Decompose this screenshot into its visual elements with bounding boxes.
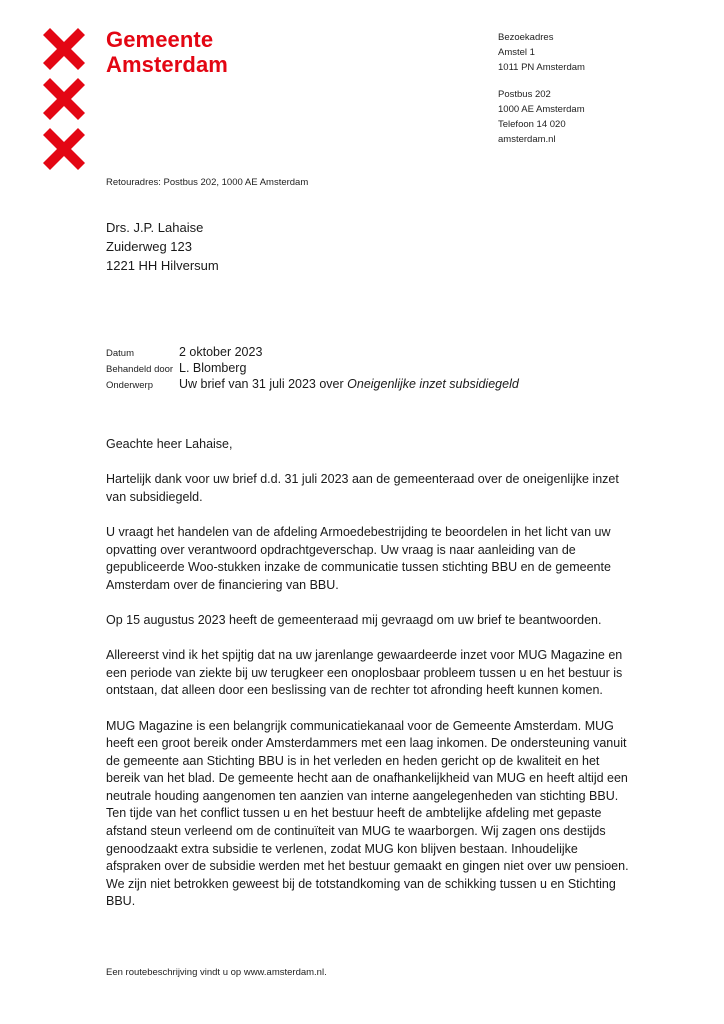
- meta-date-row: [106, 345, 519, 361]
- phone-number: Telefoon 14 020: [498, 119, 566, 130]
- date-value: 2 oktober 2023: [179, 345, 263, 359]
- paragraph: Allereerst vind ik het spijtig dat na uw jarenlange gewaardeerde inzet voor MUG Magazine en een periode van ziekte bij uw terugkeer een onoplosbaar probleem tussen u en het bestuur is ontstaan, dat alleen door een beslissing van de rechter tot afronding heeft kunnen komen.: [106, 648, 623, 698]
- postal-address: [498, 87, 585, 147]
- return-address: Retouradres: Postbus 202, 1000 AE Amsterdam: [106, 177, 309, 188]
- footer-route-note: Een routebeschrijving vindt u op www.amsterdam.nl.: [106, 967, 327, 978]
- handler-value: L. Blomberg: [179, 361, 247, 375]
- recipient-street: Zuiderweg 123: [106, 239, 192, 254]
- meta-subject-row: [106, 377, 519, 393]
- subject-italic: Oneigenlijke inzet subsidiegeld: [347, 377, 519, 391]
- andreas-cross-icon: [43, 28, 85, 70]
- paragraph: MUG Magazine is een belangrijk communicatiekanaal voor de Gemeente Amsterdam. MUG heeft een groot bereik onder Amsterdammers met een laag inkomen. De ondersteuning vanuit de gemeente aan Stichting BBU is in het verleden en heden gericht op de kwaliteit en het bereik van het blad. De gemeente hecht aan de onafhankelijkheid van MUG en heeft altijd een neutrale houding aangenomen ten aanzien van interne aangelegenheden van stichting BBU. Ten tijde van het conflict tussen u en het bestuur heeft de ambtelijke afdeling met gepaste afstand steun verleend om de continuïteit van MUG te waarborgen. Wij zagen ons destijds genoodzaakt extra subsidie te verlenen, zodat MUG kon blijven bestaan. Inhoudelijke afspraken over de subsidie werden met het bestuur gemaakt en gingen niet over uw pensioen. We zijn niet betrokken geweest bij de totstandkoming van de schikking tussen u en Stichting BBU.: [106, 718, 629, 909]
- subject-label: Onderwerp: [106, 380, 153, 391]
- paragraph: Hartelijk dank voor uw brief d.d. 31 juli 2023 aan de gemeenteraad over de oneigenlijke inzet van subsidiegeld.: [106, 472, 619, 504]
- letter-meta: [106, 345, 519, 393]
- recipient-city: 1221 HH Hilversum: [106, 258, 219, 273]
- visit-address: [498, 30, 585, 75]
- salutation: Geachte heer Lahaise,: [106, 437, 233, 451]
- recipient-name: Drs. J.P. Lahaise: [106, 220, 204, 235]
- visit-address-street: Amstel 1: [498, 47, 535, 58]
- paragraph: U vraagt het handelen van de afdeling Armoedebestrijding te beoordelen in het licht van uw opvatting over verantwoord opdrachtgeverschap. Uw vraag is naar aanleiding van de gepubliceerde Woo-stukken inzake de communicatie tussen stichting BBU en de gemeente Amsterdam over de financiering van BBU.: [106, 524, 611, 592]
- andreas-cross-icon: [43, 128, 85, 170]
- visit-address-city: 1011 PN Amsterdam: [498, 62, 585, 73]
- meta-handler-row: [106, 361, 519, 377]
- recipient-block: [106, 218, 219, 275]
- handler-label: Behandeld door: [106, 364, 174, 375]
- brand-line-1: Gemeente: [106, 27, 214, 52]
- website-link[interactable]: amsterdam.nl: [498, 134, 556, 145]
- andreas-cross-icon: [43, 78, 85, 120]
- subject-value: [179, 377, 519, 391]
- date-label: Datum: [106, 348, 134, 359]
- paragraph: Op 15 augustus 2023 heeft de gemeenteraad mij gevraagd om uw brief te beantwoorden.: [106, 612, 602, 627]
- postbox: Postbus 202: [498, 89, 551, 100]
- amsterdam-andreaskruizen-icon: [43, 28, 85, 178]
- letter-body: [106, 436, 631, 929]
- subject-prefix: Uw brief van 31 juli 2023 over: [179, 377, 348, 391]
- postbox-city: 1000 AE Amsterdam: [498, 104, 585, 115]
- brand-wordmark: [106, 27, 228, 77]
- visit-address-label: Bezoekadres: [498, 32, 554, 43]
- brand-line-2: Amsterdam: [106, 52, 228, 77]
